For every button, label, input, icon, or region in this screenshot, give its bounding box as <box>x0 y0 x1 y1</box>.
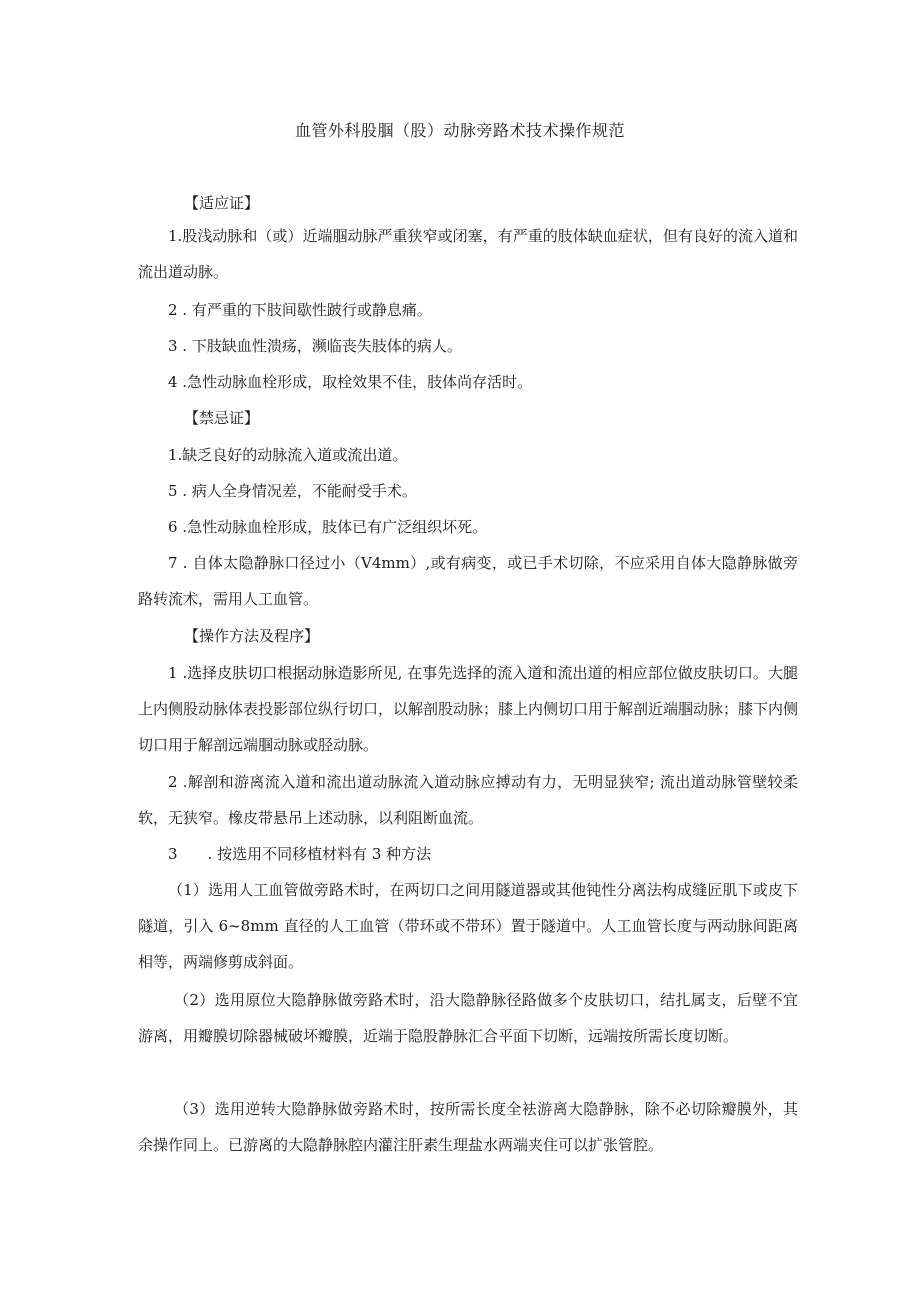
indication-item-4: 4 .急性动脉血栓形成，取栓效果不佳，肢体尚存活时。 <box>168 373 533 391</box>
contraindication-item-1: 1.缺乏良好的动脉流入道或流出道。 <box>168 446 408 464</box>
contraindication-item-4: 7 . 自体太隐静脉口径过小（V4mm）,或有病变，或已手术切除，不应采用自体大隐静脉做旁路转流术，需用人工血管。 <box>138 554 798 608</box>
procedure-method-2: （2）选用原位大隐静脉做旁路术时，沿大隐静脉径路做多个皮肤切口，结扎属支，后壁不宜游离，用瓣膜切除器械破坏瓣膜，近端于隐股静脉汇合平面下切断，远端按所需长度切断。 <box>138 991 798 1045</box>
procedure-heading: 【操作方法及程序】 <box>184 627 320 645</box>
indication-item-3: 3 . 下肢缺血性溃疡，濒临丧失肢体的病人。 <box>168 337 462 355</box>
contraindication-item-3: 6 .急性动脉血栓形成，肢体已有广泛组织坏死。 <box>168 518 488 536</box>
indication-item-2: 2 . 有严重的下肢间歇性跛行或静息痛。 <box>168 301 432 319</box>
procedure-method-1: （1）选用人工血管做旁路术时，在两切口之间用隧道器或其他钝性分离法构成缝匠肌下或皮下隧道，引入 6~8mm 直径的人工血管（带环或不带环）置于隧道中。人工血管长度与两动脉间距离相等，两端修剪成斜面。 <box>138 881 798 971</box>
procedure-method-3: （3）选用逆转大隐静脉做旁路术时，按所需长度全袪游离大隐静脉，除不必切除瓣膜外，其余操作同上。已游离的大隐静脉腔内灌注肝素生理盐水两端夹住可以扩张管腔。 <box>138 1100 798 1154</box>
contraindications-heading: 【禁忌证】 <box>184 409 260 427</box>
procedure-step-1: 1 .选择皮肤切口根据动脉造影所见, 在事先选择的流入道和流出道的相应部位做皮肤切口。大腿上内侧股动脉体表投影部位纵行切口，以解剖股动脉；膝上内侧切口用于解剖近端腘动脉；膝下内侧切口用于解剖远端腘动脉或胫动脉。 <box>138 664 799 754</box>
indication-item-1: 1.股浅动脉和（或）近端腘动脉严重狭窄或闭塞，有严重的肢体缺血症状，但有良好的流入道和流出道动脉。 <box>138 227 798 281</box>
procedure-step-3: 3 . 按选用不同移植材料有 3 种方法 <box>168 845 432 863</box>
indications-heading: 【适应证】 <box>184 194 260 212</box>
document-title: 血管外科股腘（股）动脉旁路术技术操作规范 <box>294 121 625 140</box>
contraindication-item-2: 5 . 病人全身情况差，不能耐受手术。 <box>168 482 417 500</box>
procedure-step-2: 2 .解剖和游离流入道和流出道动脉流入道动脉应搏动有力，无明显狭窄; 流出道动脉管壁较柔软，无狭窄。橡皮带悬吊上述动脉，以利阻断血流。 <box>138 773 798 827</box>
